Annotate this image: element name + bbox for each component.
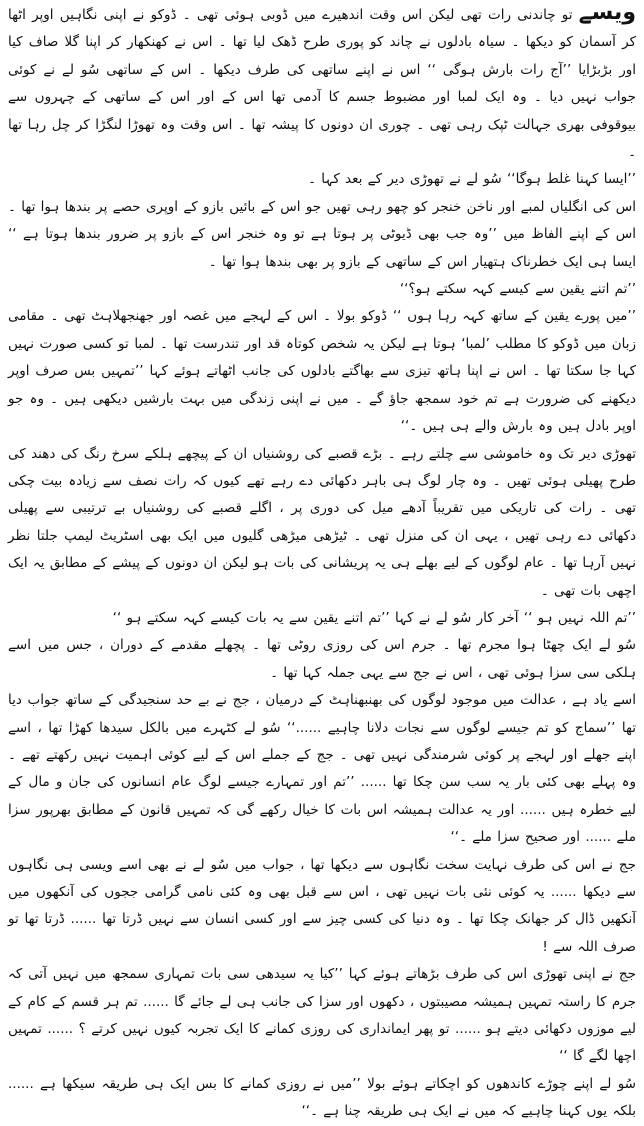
paragraph-2: ’’ایسا کہنا غلط ہوگا‘‘ سُو لے نے تھوڑی دیر کے بعد کہا ۔ <box>308 171 636 188</box>
paragraph-10: جج نے اس کی طرف نہایت سخت نگاہوں سے دیکھا تھا ، جواب میں سُو لے نے بھی اسے ویسی ہی نگاہوں سے دیکھا ...... یہ کوئی نئی بات نہیں تھی ، اس سے قبل بھی وہ کئی نامی گرامی ججوں کی آنکھوں میں آنکھیں ڈال کر جھانک چکا تھا ۔ وہ دنیا کی کسی چیز سے اور کسی انسان سے نہیں ڈرتا تھا ...... ڈرتا تھا تو صرف اللہ سے ! <box>8 856 636 955</box>
paragraph-5: ’’میں پورے یقین کے ساتھ کہہ رہا ہوں ‘‘ ڈوکو بولا ۔ اس کے لہجے میں غصہ اور جھنجھلاہٹ تھی ۔ مقامی زبان میں ڈوکو کا مطلب ’لمبا‘ ہوتا ہے لیکن یہ شخص کوتاہ قد اور تندرست تھا ۔ لمبا تو کسی صورت نہیں کہا جا سکتا تھا ۔ اس نے اپنا ہاتھ تیزی سے بھاگتے بادلوں کی جانب اٹھاتے ہوئے کہا ’’تمہیں بس صرف اوپر دیکھنے کی ضرورت ہے تم خود سمجھ جاؤ گے ۔ میں نے اپنی زندگی میں بہت بارشیں دیکھی ہیں ۔ وہ جو اوپر بادل ہیں وہ بارش والے ہی ہیں ۔‘‘ <box>8 308 636 435</box>
paragraph-8: سُو لے ایک چھٹا ہوا مجرم تھا ۔ جرم اس کی روزی روٹی تھا ۔ پچھلے مقدمے کے دوران ، جس میں اسے ہلکی سی سزا ہوئی تھی ، اس نے جج سے یہی جملہ کہا تھا ۔ <box>8 637 636 681</box>
opening-word: ویسے <box>578 0 636 25</box>
paragraph-11: جج نے اپنی تھوڑی اس کی طرف بڑھاتے ہوئے کہا ’’کیا یہ سیدھی سی بات تمہاری سمجھ میں نہیں آتی کہ جرم کا راستہ تمہیں ہمیشہ مصیبتوں ، دکھوں اور سزا کی جانب ہی لے جائے گا ...... تم ہر قسم کے کام کے لیے موزوں دکھائی دیتے ہو ...... تو پھر ایمانداری کی روزی کمانے کا ایک تجربہ کیوں نہیں کرتے ؟ ...... تمہیں اچھا لگے گا ‘‘ <box>8 966 636 1065</box>
paragraph-3: اس کی انگلیاں لمبے اور ناخن خنجر کو چھو رہی تھیں جو اس کے بائیں بازو کے اوپری حصے پر بندھا ہوا تھا ۔ اس کے اپنے الفاظ میں ’’وہ جب بھی ڈیوٹی پر ہوتا ہے تو وہ خنجر اس کے بازو پر ضرور بندھا ہوتا ہے ‘‘ ایسا ہی ایک خطرناک ہتھیار اس کے ساتھی کے بازو پر بھی بندھا ہوا تھا ۔ <box>8 198 636 270</box>
paragraph-6: تھوڑی دیر تک وہ خاموشی سے چلتے رہے ۔ بڑے قصبے کی روشنیاں ان کے پیچھے ہلکے سرخ رنگ کی دھند کی طرح پھیلی ہوئی تھیں ۔ وہ چار لوگ ہی باہر دکھائی دے رہے تھے کیوں کہ رات نصف سے زیادہ بیت چکی تھی ۔ رات کی تاریکی میں تقریباً آدھے میل کی دوری پر ، اگلے قصبے کی روشنیاں بے ترتیبی سے پھیلی دکھائی دے رہی تھیں ، یہی ان کی منزل تھی ۔ ٹیڑھی میڑھی گلیوں میں ایک بھی اسٹریٹ لیمپ جلتا نظر نہیں آرہا تھا ۔ عام لوگوں کے لیے بھلے ہی یہ پریشانی کی بات ہو لیکن ان دونوں کے پیشے کے مطابق یہ ایک اچھی بات تھی ۔ <box>8 445 636 599</box>
paragraph-9: اسے یاد ہے ، عدالت میں موجود لوگوں کی بھنبھناہٹ کے درمیان ، جج نے بے حد سنجیدگی کے ساتھ جواب دیا تھا ’’سماج کو تم جیسے لوگوں سے نجات دلانا چاہیے ......‘‘ سُو لے کٹہرے میں بالکل سیدھا کھڑا تھا ، اسے اپنے جھلے اور لہجے پر کوئی شرمندگی نہیں تھی ۔ جج کے جملے اس کے لیے کوئی اہمیت نہیں رکھتے تھے ۔ وہ پہلے بھی کئی بار یہ سب سن چکا تھا ...... ’’تم اور تمہارے جیسے لوگ عام انسانوں کی جان و مال کے لیے خطرہ ہیں ...... اور یہ عدالت ہمیشہ اس بات کا خیال رکھے گی کہ تمہیں قانون کے مطابق بھرپور سزا ملے ...... اور صحیح سزا ملے ۔‘‘ <box>8 692 636 846</box>
paragraph-text: تو چاندنی رات تھی لیکن اس وقت اندھیرے میں ڈوبی ہوئی تھی ۔ ڈوکو نے اپنی نگاہیں اوپر اٹھا کر آسمان کو دیکھا ۔ سیاہ بادلوں نے چاند کو پوری طرح ڈھک لیا تھا ۔ اس نے کھنکھار کر اپنا گلا صاف کیا اور بڑبڑایا ’’آج رات بارش ہوگی ‘‘ اس نے اپنے ساتھی کی طرف دیکھا ۔ اس کے ساتھی سُو لے نے کوئی جواب نہیں دیا ۔ وہ ایک لمبا اور مضبوط جسم کا آدمی تھا اس کے اور اس کے ساتھی کے چہروں سے بیوقوفی بھری جہالت ٹپک رہی تھی ۔ چوری ان دونوں کا پیشہ تھا ۔ اس وقت وہ تھوڑا لنگڑا کر چل رہا تھا ۔ <box>8 7 636 161</box>
paragraph-4: ’’تم اتنے یقین سے کیسے کہہ سکتے ہو؟‘‘ <box>399 281 636 298</box>
paragraph-12: سُو لے اپنے چوڑے کاندھوں کو اچکاتے ہوئے بولا ’’میں نے روزی کمانے کا بس ایک ہی طریقہ سیکھا ہے ...... بلکہ یوں کہنا چاہیے کہ میں نے ایک ہی طریقہ چنا ہے ۔‘‘ <box>8 1075 636 1120</box>
paragraph-7: ’’تم اللہ نہیں ہو ‘‘ آخر کار سُو لے نے کہا ’’تم اتنے یقین سے یہ بات کیسے کہہ سکتے ہو ‘‘ <box>112 609 636 626</box>
paragraph-1 <box>8 2 636 166</box>
